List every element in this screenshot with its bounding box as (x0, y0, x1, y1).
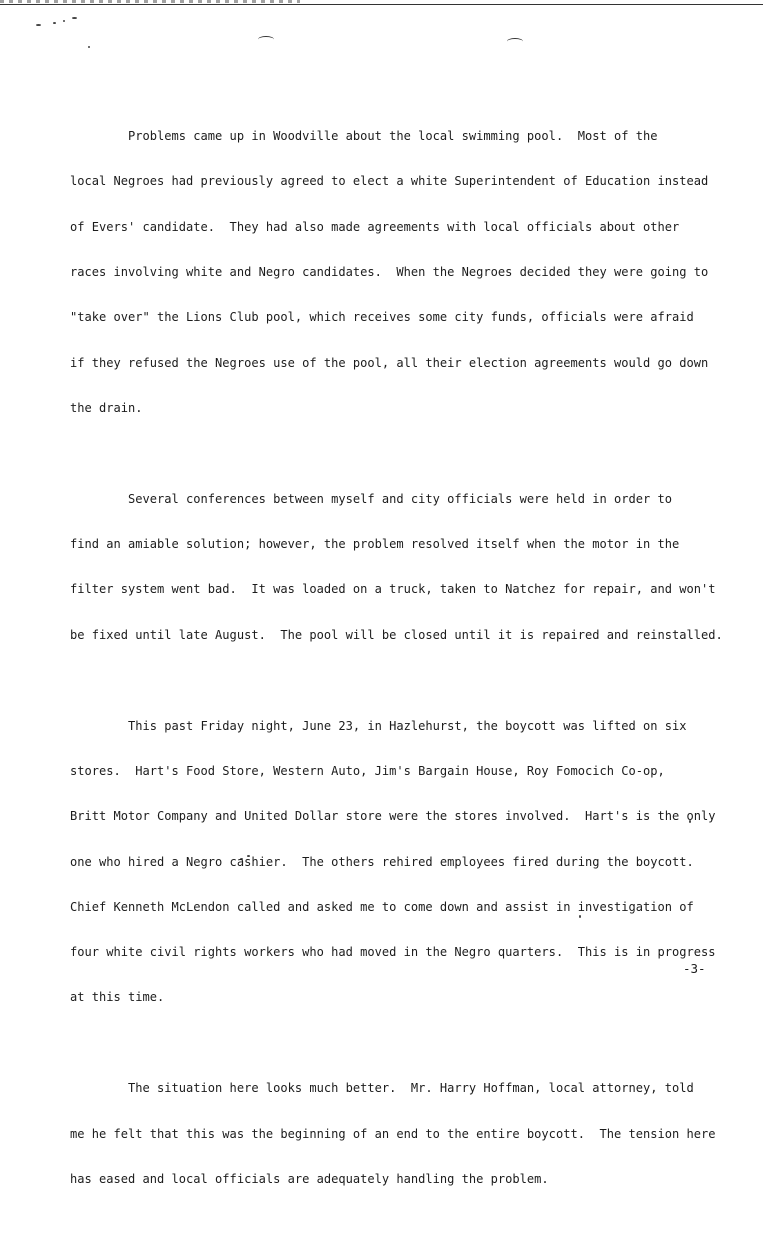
text-line: four white civil rights workers who had moved in the Negro quarters. This is in progress (70, 945, 716, 960)
text-line: if they refused the Negroes use of the pool, all their election agreements would go down (70, 355, 709, 370)
scan-speck (63, 20, 65, 22)
scan-speck (36, 24, 41, 26)
text-line: Britt Motor Company and United Dollar store were the stores involved. Hart's is the only (70, 809, 716, 824)
scan-speck (72, 17, 77, 19)
text-line: The situation here looks much better. Mr. Harry Hoffman, local attorney, told (70, 1081, 694, 1096)
text-line: Several conferences between myself and city officials were held in order to (70, 491, 672, 506)
text-line: stores. Hart's Food Store, Western Auto, Jim's Bargain House, Roy Fomocich Co-op, (70, 763, 665, 778)
page-number: -3- (683, 961, 706, 976)
scan-speck (88, 46, 90, 48)
punch-mark-right (507, 38, 523, 45)
text-line: find an amiable solution; however, the problem resolved itself when the motor in the (70, 537, 680, 552)
text-line: Problems came up in Woodville about the local swimming pool. Most of the (70, 129, 658, 144)
text-line: at this time. (70, 990, 165, 1005)
text-line: This past Friday night, June 23, in Hazlehurst, the boycott was lifted on six (70, 718, 687, 733)
paragraph-hazlehurst-boycott (70, 688, 742, 1035)
text-line: Chief Kenneth McLendon called and asked me to come down and assist in investigation of (70, 899, 694, 914)
paragraph-situation (70, 1051, 742, 1217)
punch-mark-left (258, 36, 274, 43)
text-line: of Evers' candidate. They had also made agreements with local officials about other (70, 219, 680, 234)
text-line: one who hired a Negro cashier. The others rehired employees fired during the boycott. (70, 854, 694, 869)
top-tick-marks (0, 0, 300, 3)
top-rule (0, 4, 763, 5)
text-line: races involving white and Negro candidates. When the Negroes decided they were going to (70, 265, 709, 280)
paragraph-woodville-pool (70, 99, 742, 446)
scan-speck (53, 22, 56, 24)
text-line: filter system went bad. It was loaded on a truck, taken to Natchez for repair, and won't (70, 582, 716, 597)
text-line: me he felt that this was the beginning of an end to the entire boycott. The tension here (70, 1126, 716, 1141)
text-line: local Negroes had previously agreed to elect a white Superintendent of Education instead (70, 174, 709, 189)
text-line: "take over" the Lions Club pool, which receives some city funds, officials were afraid (70, 310, 694, 325)
memo-body (70, 99, 742, 1233)
text-line: be fixed until late August. The pool will be closed until it is repaired and reinstalled. (70, 627, 723, 642)
paragraph-conferences (70, 462, 742, 673)
text-line: has eased and local officials are adequately handling the problem. (70, 1171, 549, 1186)
text-line: the drain. (70, 400, 143, 415)
